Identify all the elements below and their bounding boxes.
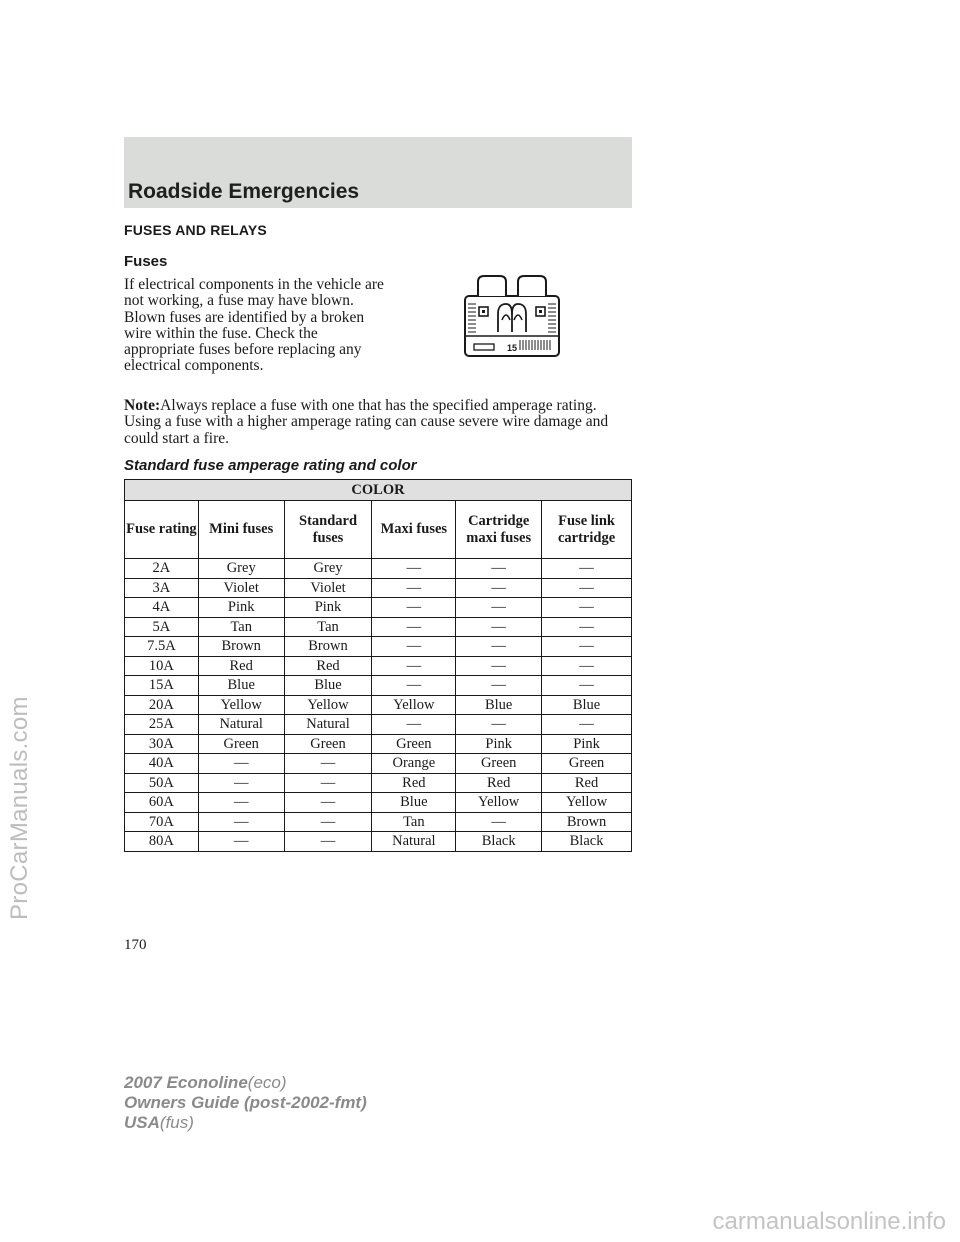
table-cell: Green	[284, 734, 372, 754]
table-group-header: COLOR	[125, 480, 632, 501]
column-header: Maxi fuses	[372, 501, 456, 559]
table-cell: Blue	[542, 695, 632, 715]
fuse-illustration	[464, 274, 560, 358]
table-cell: —	[456, 637, 542, 657]
table-cell: Green	[198, 734, 284, 754]
table-cell: Red	[284, 656, 372, 676]
table-cell: —	[198, 812, 284, 832]
table-cell: —	[542, 617, 632, 637]
table-row	[125, 656, 632, 676]
table-cell: —	[372, 559, 456, 579]
table-row	[125, 578, 632, 598]
table-cell: Tan	[284, 617, 372, 637]
table-cell: 2A	[125, 559, 199, 579]
table-cell: Pink	[284, 598, 372, 618]
table-cell: Yellow	[456, 793, 542, 813]
table-cell: —	[372, 617, 456, 637]
table-cell: Blue	[456, 695, 542, 715]
table-body	[125, 559, 632, 852]
table-cell: —	[372, 637, 456, 657]
table-cell: Black	[456, 832, 542, 852]
table-cell: 70A	[125, 812, 199, 832]
table-row	[125, 559, 632, 579]
table-cell: Brown	[198, 637, 284, 657]
table-cell: —	[542, 578, 632, 598]
table-cell: Pink	[542, 734, 632, 754]
table-cell: —	[456, 617, 542, 637]
table-cell: 15A	[125, 676, 199, 696]
table-cell: —	[198, 832, 284, 852]
table-cell: —	[456, 559, 542, 579]
table-caption: Standard fuse amperage rating and color	[124, 457, 417, 474]
table-row	[125, 832, 632, 852]
table-cell: —	[456, 812, 542, 832]
table-cell: Green	[542, 754, 632, 774]
table-cell: Pink	[456, 734, 542, 754]
table-cell: Black	[542, 832, 632, 852]
table-cell: —	[284, 773, 372, 793]
document-footer	[124, 1073, 367, 1133]
column-header: Standard fuses	[284, 501, 372, 559]
table-cell: Brown	[284, 637, 372, 657]
table-row	[125, 695, 632, 715]
table-cell: Blue	[372, 793, 456, 813]
table-cell: Tan	[372, 812, 456, 832]
table-cell: Yellow	[284, 695, 372, 715]
table-cell: Yellow	[372, 695, 456, 715]
table-cell: Brown	[542, 812, 632, 832]
table-cell: —	[284, 832, 372, 852]
note-paragraph	[124, 398, 634, 447]
note-text: Always replace a fuse with one that has the specified amperage rating. Using a fuse with a higher amperage rating can cause severe wire damage and could start a fire.	[124, 397, 609, 447]
table-cell: —	[542, 676, 632, 696]
table-cell: Natural	[198, 715, 284, 735]
chapter-title: Roadside Emergencies	[128, 180, 360, 203]
table-cell: —	[456, 676, 542, 696]
table-cell: Pink	[198, 598, 284, 618]
table-cell: 3A	[125, 578, 199, 598]
table-cell: Grey	[284, 559, 372, 579]
table-cell: Red	[372, 773, 456, 793]
table-cell: Orange	[372, 754, 456, 774]
table-cell: —	[198, 773, 284, 793]
table-cell: Red	[198, 656, 284, 676]
table-cell: Grey	[198, 559, 284, 579]
table-cell: —	[372, 676, 456, 696]
table-cell: 4A	[125, 598, 199, 618]
footer-market-code: (fus)	[159, 1113, 194, 1132]
table-cell: 25A	[125, 715, 199, 735]
table-cell: —	[372, 656, 456, 676]
table-cell: —	[284, 754, 372, 774]
table-cell: —	[542, 715, 632, 735]
table-cell: —	[456, 598, 542, 618]
table-cell: Green	[372, 734, 456, 754]
chapter-header-band	[124, 137, 632, 208]
column-header: Cartridge maxi fuses	[456, 501, 542, 559]
column-header: Mini fuses	[198, 501, 284, 559]
table-cell: —	[542, 559, 632, 579]
table-cell: Natural	[284, 715, 372, 735]
footer-model: 2007 Econoline	[124, 1073, 248, 1092]
table-row	[125, 676, 632, 696]
table-row	[125, 754, 632, 774]
table-cell: 60A	[125, 793, 199, 813]
column-header: Fuse rating	[125, 501, 199, 559]
table-cell: Violet	[284, 578, 372, 598]
fuse-color-table	[124, 479, 632, 852]
subsection-title: Fuses	[124, 253, 168, 270]
table-cell: —	[372, 578, 456, 598]
intro-paragraph: If electrical components in the vehicle are not working, a fuse may have blown. Blown fuses are identified by a broken wire within the fuse. Check the appropriate fuses before replacing any electrical components.	[124, 276, 384, 375]
table-cell: —	[198, 754, 284, 774]
table-row	[125, 734, 632, 754]
blade-fuse-icon	[464, 274, 560, 358]
page-number: 170	[124, 937, 147, 953]
table-cell: —	[284, 793, 372, 813]
table-cell: 7.5A	[125, 637, 199, 657]
table-cell: 40A	[125, 754, 199, 774]
table-cell: Violet	[198, 578, 284, 598]
table-cell: 20A	[125, 695, 199, 715]
table-cell: Red	[542, 773, 632, 793]
footer-market: USA	[124, 1113, 160, 1132]
column-header: Fuse link cartridge	[542, 501, 632, 559]
note-label: Note:	[124, 397, 161, 414]
table-cell: —	[456, 578, 542, 598]
section-title: FUSES AND RELAYS	[124, 222, 267, 238]
table-cell: Blue	[284, 676, 372, 696]
table-cell: —	[456, 656, 542, 676]
table-header-row	[125, 501, 632, 559]
footer-guide: Owners Guide (post-2002-fmt)	[124, 1093, 367, 1112]
table-cell: —	[456, 715, 542, 735]
table-cell: 80A	[125, 832, 199, 852]
table-cell: —	[372, 598, 456, 618]
table-cell: 10A	[125, 656, 199, 676]
table-cell: —	[198, 793, 284, 813]
fuse-rating-label: 15	[506, 343, 518, 353]
table-row	[125, 637, 632, 657]
table-cell: Green	[456, 754, 542, 774]
table-cell: Yellow	[542, 793, 632, 813]
table-cell: Blue	[198, 676, 284, 696]
table-cell: —	[372, 715, 456, 735]
table-cell: Tan	[198, 617, 284, 637]
table-cell: —	[284, 812, 372, 832]
table-cell: Natural	[372, 832, 456, 852]
side-watermark: ProCarManuals.com	[6, 696, 33, 920]
footer-model-code: (eco)	[247, 1073, 287, 1092]
table-cell: Yellow	[198, 695, 284, 715]
table-row	[125, 793, 632, 813]
table-cell: —	[542, 598, 632, 618]
table-cell: Red	[456, 773, 542, 793]
table-row	[125, 715, 632, 735]
table-cell: 50A	[125, 773, 199, 793]
table-cell: 5A	[125, 617, 199, 637]
table-row	[125, 812, 632, 832]
bottom-watermark: carmanualsonline.info	[712, 1208, 946, 1235]
table-cell: —	[542, 637, 632, 657]
table-row	[125, 598, 632, 618]
table-cell: —	[542, 656, 632, 676]
table-row	[125, 773, 632, 793]
table-row	[125, 617, 632, 637]
table-cell: 30A	[125, 734, 199, 754]
